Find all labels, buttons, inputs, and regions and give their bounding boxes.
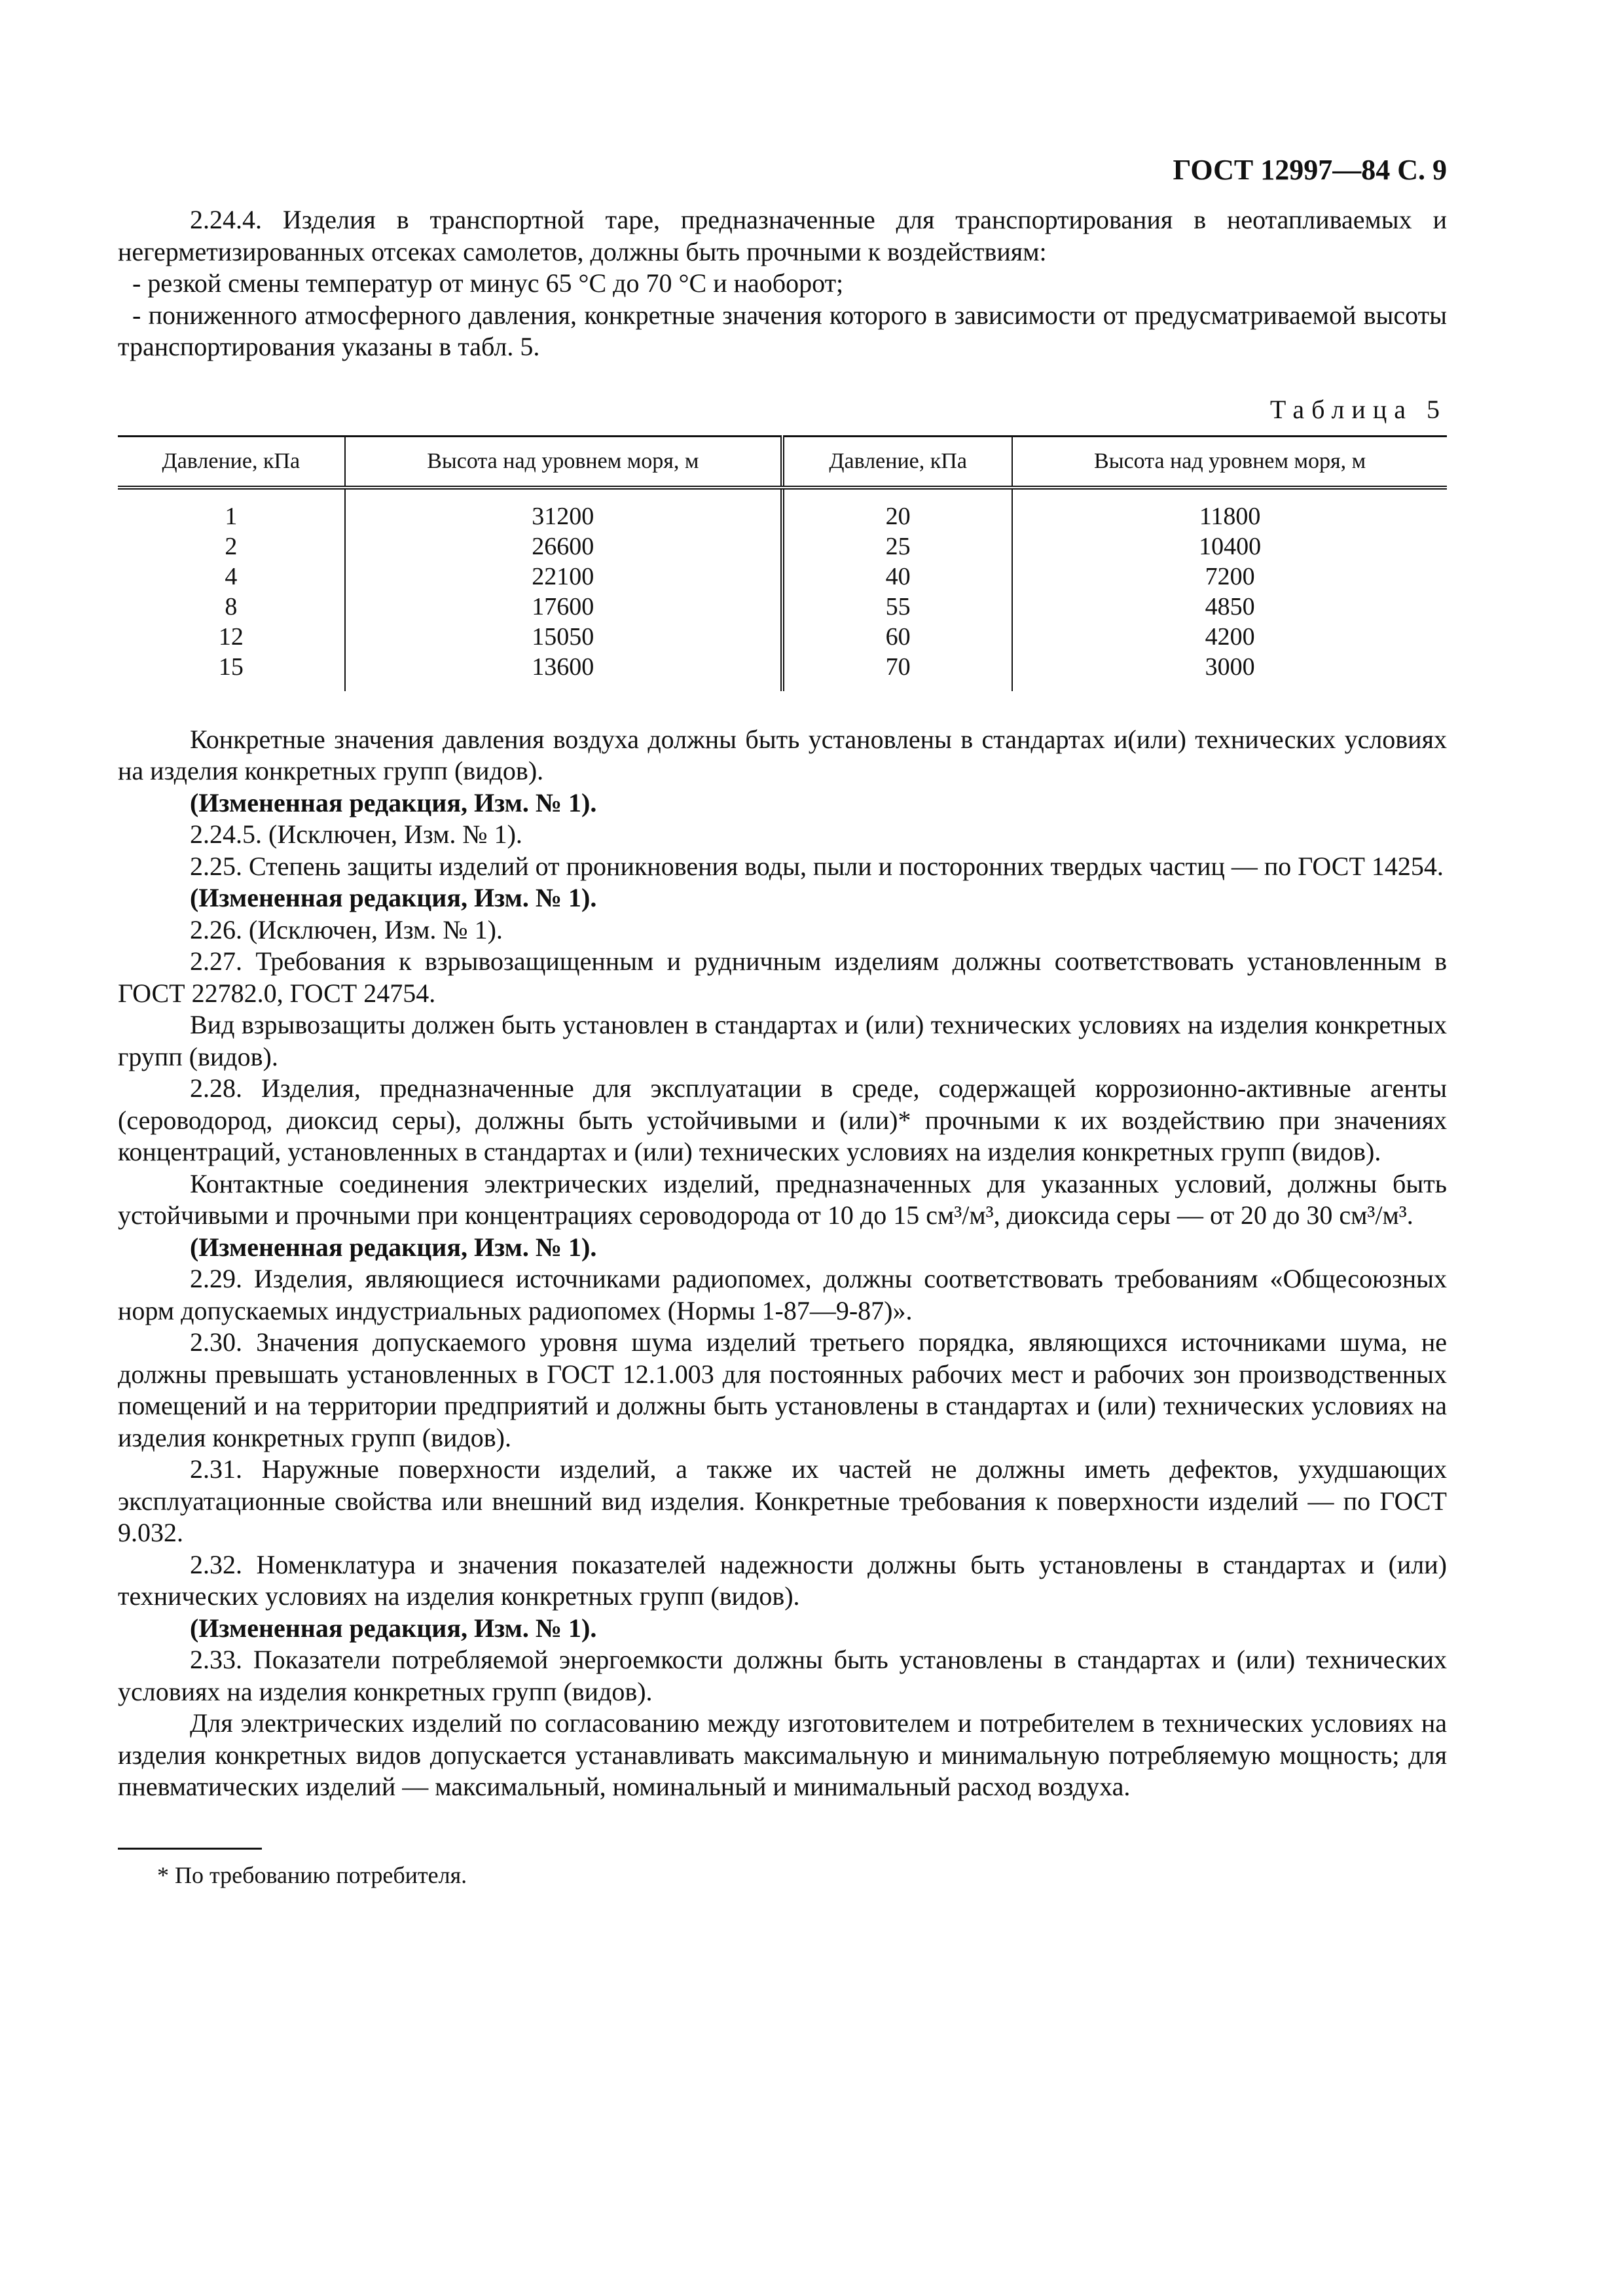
table-row	[118, 592, 1447, 622]
paragraph-2-29: 2.29. Изделия, являющиеся источниками радиопомех, должны соответствовать требованиям «Общесоюзных норм допускаемых индустриальных радиопомех (Нормы 1-87—9-87)».	[118, 1264, 1447, 1325]
table-cell: 12	[218, 622, 244, 651]
table-cell: 1	[225, 502, 238, 530]
table-cell: 10400	[1012, 531, 1447, 562]
paragraph-power-consumption: Для электрических изделий по согласованию между изготовителем и потребителем в технических условиях на изделия конкретных видов допускается устанавливать максимальную и минимальную потребляемую мощность; для пневматических изделий — максимальный, номинальный и минимальный расход воздуха.	[118, 1708, 1447, 1801]
amendment-note: (Измененная редакция, Изм. № 1).	[190, 1232, 597, 1262]
paragraph-2-32: 2.32. Номенклатура и значения показателей надежности должны быть установлены в стандартах и (или) технических условиях на изделия конкретных групп (видов).	[118, 1549, 1447, 1611]
table-caption: Таблица 5	[1269, 394, 1447, 424]
table-row	[118, 531, 1447, 562]
column-header-altitude-1: Высота над уровнем моря, м	[345, 436, 782, 488]
paragraph-2-26: 2.26. (Исключен, Изм. № 1).	[190, 914, 503, 944]
body-section	[118, 724, 1447, 1803]
intro-section	[118, 204, 1447, 363]
table-cell: 7200	[1012, 562, 1447, 592]
paragraph-contact-connections: Контактные соединения электрических изделий, предназначенных для указанных условий, должны быть устойчивыми и прочными при концентрациях сероводорода от 10 до 15 см³/м³, диоксида серы — от 20 до 30 см³/м³.	[118, 1168, 1447, 1230]
column-header-pressure-2: Давление, кПа	[782, 436, 1012, 488]
paragraph-2-24-5: 2.24.5. (Исключен, Изм. № 1).	[190, 819, 522, 849]
table-cell: 17600	[345, 592, 782, 622]
paragraph-pressure-values: Конкретные значения давления воздуха должны быть установлены в стандартах и(или) технических условиях на изделия конкретных групп (видов).	[118, 724, 1447, 785]
table-cell: 22100	[345, 562, 782, 592]
table-header-row	[118, 436, 1447, 488]
table-cell: 8	[225, 592, 238, 620]
paragraph-2-30: 2.30. Значения допускаемого уровня шума изделий третьего порядка, являющихся источниками шума, не должны превышать установленных в ГОСТ 12.1.003 для постоянных рабочих мест и рабочих зон производственных помещений и на территории предприятий и должны быть установлены в стандартах и (или) технических условиях на изделия конкретных групп (видов).	[118, 1327, 1447, 1452]
table-cell: 4200	[1012, 622, 1447, 652]
table-cell: 13600	[345, 652, 782, 691]
pressure-altitude-table	[118, 435, 1447, 691]
table-cell: 20	[782, 488, 1012, 531]
table-row	[118, 488, 1447, 531]
paragraph-2-24-4: 2.24.4. Изделия в транспортной таре, предназначенные для транспортирования в неотапливаемых и негерметизированных отсеках самолетов, должны быть прочными к воздействиям:	[118, 205, 1447, 266]
document-page	[118, 151, 1447, 1890]
table-cell: 2	[225, 532, 238, 560]
table-cell: 4	[225, 562, 238, 590]
paragraph-explosion-protection: Вид взрывозащиты должен быть установлен в стандартах и (или) технических условиях на изделия конкретных групп (видов).	[118, 1010, 1447, 1071]
table-cell: 25	[782, 531, 1012, 562]
table-cell: 11800	[1012, 488, 1447, 531]
list-item-pressure: - пониженного атмосферного давления, конкретные значения которого в зависимости от предусматриваемой высоты транспортирования указаны в табл. 5.	[118, 300, 1447, 361]
paragraph-2-28: 2.28. Изделия, предназначенные для эксплуатации в среде, содержащей коррозионно-активные агенты (сероводород, диоксид серы), должны быть устойчивыми и (или)* прочными к их воздействию при значениях концентраций, установленных в стандартах и (или) технических условиях на изделия конкретных групп (видов).	[118, 1073, 1447, 1166]
paragraph-2-25: 2.25. Степень защиты изделий от проникновения воды, пыли и посторонних твердых частиц — по ГОСТ 14254.	[190, 851, 1444, 881]
amendment-note: (Измененная редакция, Изм. № 1).	[190, 787, 597, 817]
column-header-altitude-2: Высота над уровнем моря, м	[1012, 436, 1447, 488]
footnote-separator	[118, 1848, 262, 1850]
table-cell: 15050	[345, 622, 782, 652]
table-row	[118, 622, 1447, 652]
footnote: * По требованию потребителя.	[157, 1861, 467, 1888]
table-cell: 55	[782, 592, 1012, 622]
paragraph-2-33: 2.33. Показатели потребляемой энергоемкости должны быть установлены в стандартах и (или) технических условиях на изделия конкретных групп (видов).	[118, 1645, 1447, 1706]
list-item-temperature: - резкой смены температур от минус 65 °С до 70 °С и наоборот;	[132, 268, 844, 298]
paragraph-2-27: 2.27. Требования к взрывозащищенным и рудничным изделиям должны соответствовать установленным в ГОСТ 22782.0, ГОСТ 24754.	[118, 946, 1447, 1008]
table-cell: 40	[782, 562, 1012, 592]
table-row	[118, 562, 1447, 592]
table-cell: 70	[782, 652, 1012, 691]
paragraph-2-31: 2.31. Наружные поверхности изделий, а также их частей не должны иметь дефектов, ухудшающих эксплуатационные свойства или внешний вид изделия. Конкретные требования к поверхности изделий — по ГОСТ 9.032.	[118, 1454, 1447, 1547]
table-cell: 31200	[345, 488, 782, 531]
table-cell: 26600	[345, 531, 782, 562]
amendment-note: (Измененная редакция, Изм. № 1).	[190, 1613, 597, 1643]
table-cell: 4850	[1012, 592, 1447, 622]
table-cell: 3000	[1012, 652, 1447, 691]
table-cell: 60	[782, 622, 1012, 652]
table-row	[118, 652, 1447, 691]
page-header: ГОСТ 12997—84 С. 9	[1173, 154, 1447, 186]
table-cell: 15	[218, 653, 244, 681]
column-header-pressure-1: Давление, кПа	[118, 436, 345, 488]
amendment-note: (Измененная редакция, Изм. № 1).	[190, 883, 597, 912]
